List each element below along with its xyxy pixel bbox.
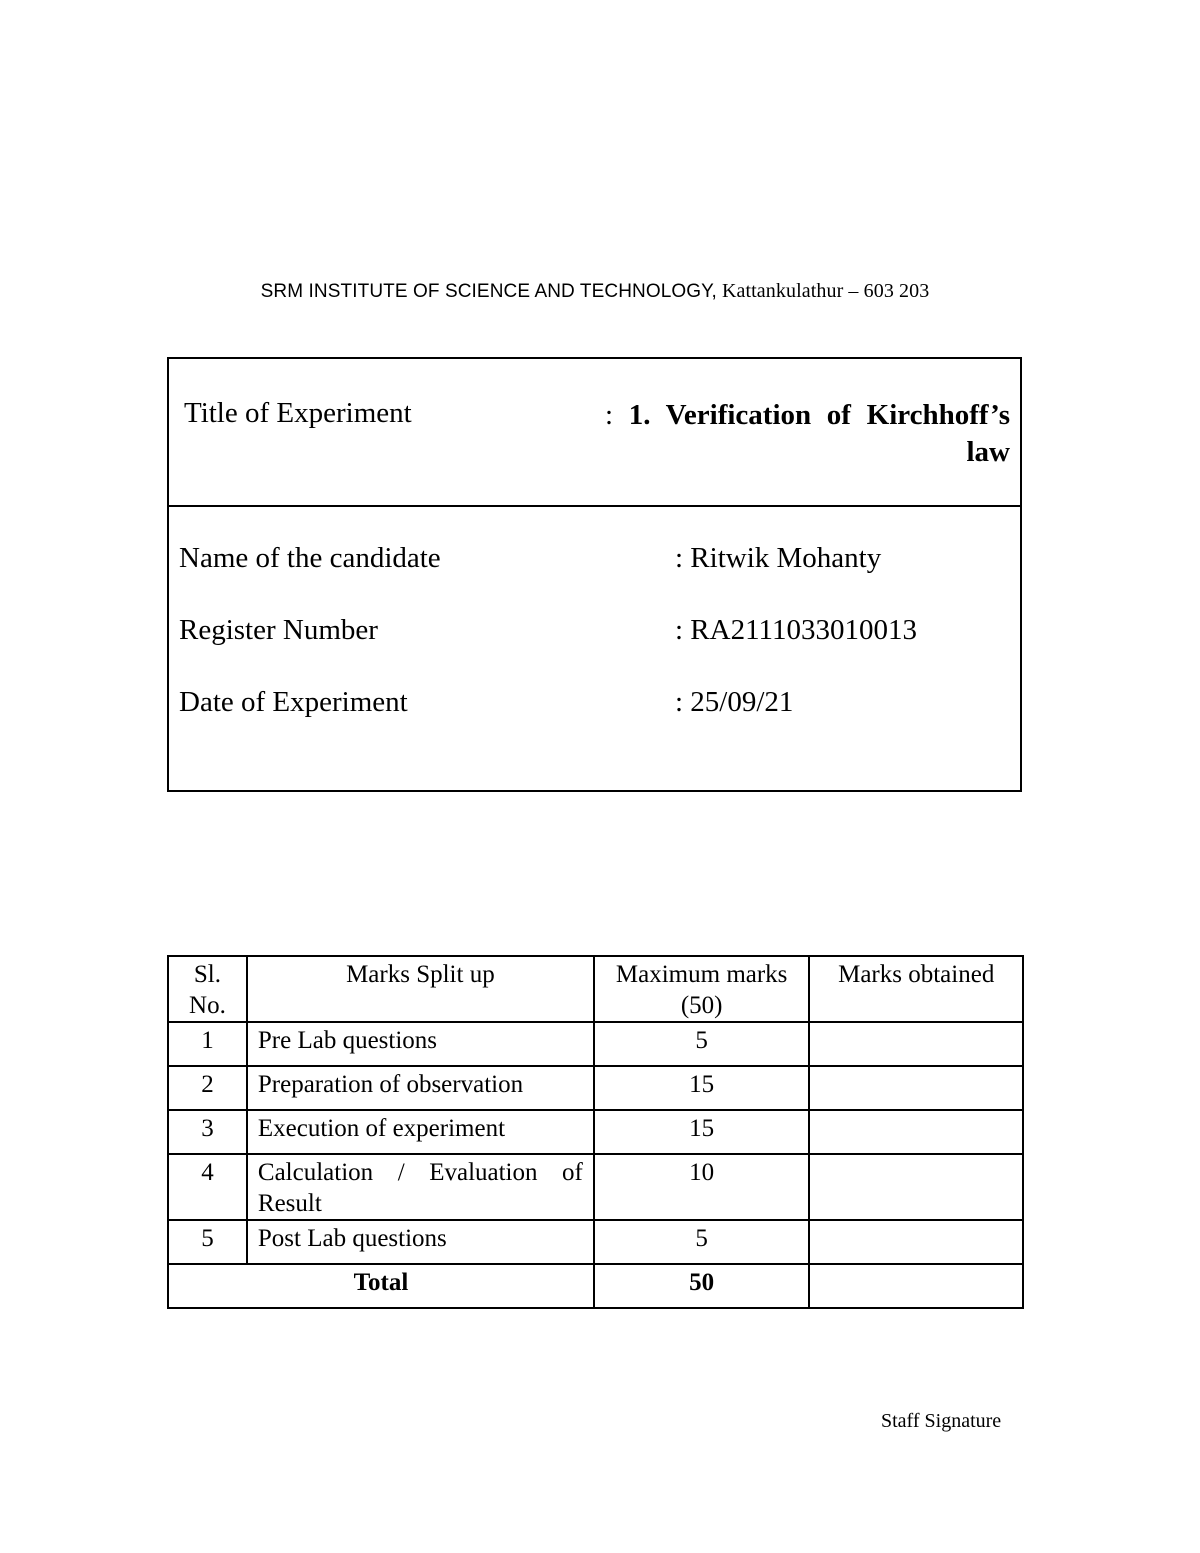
marks-table [167,955,1024,1309]
title-of-experiment-value [605,397,1010,471]
row-item: Execution of experiment [247,1110,594,1154]
table-row [168,1066,1023,1110]
candidate-name-value: : Ritwik Mohanty [675,542,882,574]
row-obtained [809,1220,1023,1264]
row-max: 5 [594,1220,810,1264]
document-header [0,280,1190,303]
marks-table-header-row [168,956,1023,1022]
row-item: Pre Lab questions [247,1022,594,1066]
row-sl: 1 [168,1022,247,1066]
header-sl-no: Sl. No. [168,956,247,1022]
table-row [168,1110,1023,1154]
row-max: 15 [594,1110,810,1154]
row-max: 10 [594,1154,810,1220]
register-number-value: : RA2111033010013 [675,614,917,646]
institute-location: Kattankulathur – 603 203 [721,280,930,302]
total-max: 50 [594,1264,810,1308]
header-max-marks: Maximum marks (50) [594,956,810,1022]
total-obtained [809,1264,1023,1308]
row-sl: 2 [168,1066,247,1110]
row-obtained [809,1110,1023,1154]
table-row [168,1022,1023,1066]
row-sl: 5 [168,1220,247,1264]
header-marks-split: Marks Split up [247,956,594,1022]
experiment-title-section [169,359,1020,507]
total-label: Total [168,1264,594,1308]
date-of-experiment-value: : 25/09/21 [675,686,794,718]
total-row [168,1264,1023,1308]
header-marks-obtained: Marks obtained [809,956,1023,1022]
row-max: 15 [594,1066,810,1110]
row-obtained [809,1022,1023,1066]
row-item: Calculation / Evaluation of Result [247,1154,594,1220]
row-item: Preparation of observation [247,1066,594,1110]
register-number-label: Register Number [179,614,378,646]
row-item: Post Lab questions [247,1220,594,1264]
row-obtained [809,1154,1023,1220]
staff-signature-label: Staff Signature [881,1410,1002,1432]
experiment-info-box [167,357,1022,792]
table-row [168,1220,1023,1264]
candidate-name-label: Name of the candidate [179,542,441,574]
title-colon: : [605,399,629,431]
date-of-experiment-label: Date of Experiment [179,686,408,718]
experiment-title: 1. Verification of Kirchhoff’s law [628,399,1011,468]
row-obtained [809,1066,1023,1110]
row-sl: 3 [168,1110,247,1154]
title-of-experiment-label: Title of Experiment [184,397,412,429]
row-sl: 4 [168,1154,247,1220]
institute-name: SRM INSTITUTE OF SCIENCE AND TECHNOLOGY, [260,281,717,302]
table-row [168,1154,1023,1220]
row-max: 5 [594,1022,810,1066]
